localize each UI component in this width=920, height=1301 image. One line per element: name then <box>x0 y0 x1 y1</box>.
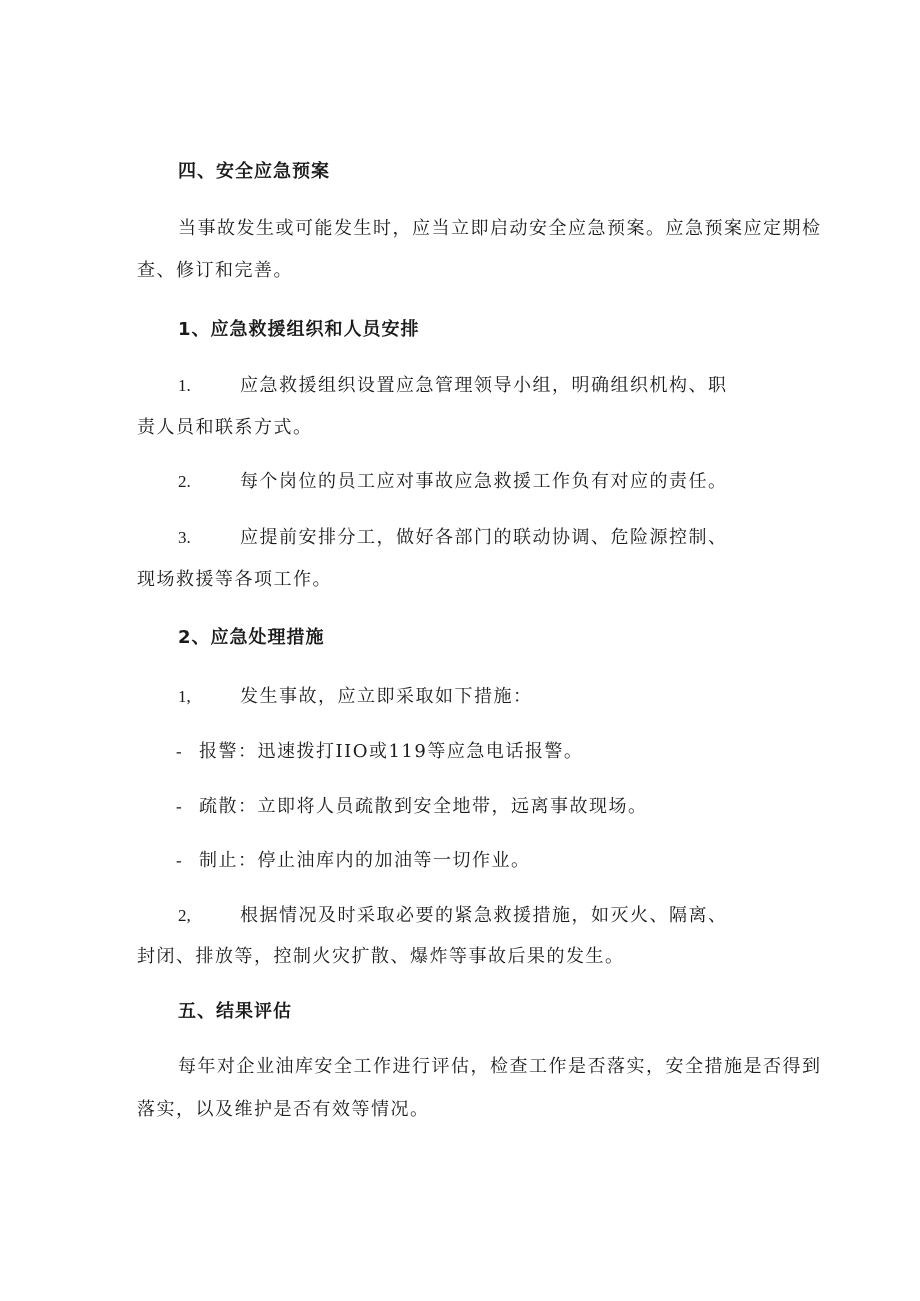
list-item-text-continued: 现场救援等各项工作。 <box>137 569 332 590</box>
list-item-text: 应提前安排分工，做好各部门的联动协调、危险源控制、 <box>240 527 728 548</box>
list-item-text: 应急救援组织设置应急管理领导小组，明确组织机构、职 <box>240 375 728 396</box>
list-item-number: 2, <box>178 906 191 925</box>
bullet-text: 制止：停止油库内的加油等一切作业。 <box>199 850 531 871</box>
list-item-text-continued: 责人员和联系方式。 <box>137 417 313 438</box>
section-4-heading: 四、安全应急预案 <box>178 161 330 182</box>
section-5-line-1: 每年对企业油库安全工作进行评估，检查工作是否落实，安全措施是否得到 <box>178 1056 822 1077</box>
bullet-dash: - <box>176 797 182 816</box>
list-item-text-continued: 封闭、排放等，控制火灾扩散、爆炸等事故后果的发生。 <box>137 946 625 967</box>
section-4-intro-line-1: 当事故发生或可能发生时，应当立即启动安全应急预案。应急预案应定期检 <box>178 218 822 239</box>
list-item-number: 1. <box>178 376 191 395</box>
section-5-heading: 五、结果评估 <box>178 1001 292 1022</box>
bullet-dash: - <box>176 742 182 761</box>
list-item-text: 根据情况及时采取必要的紧急救援措施，如灭火、隔离、 <box>240 905 728 926</box>
list-item-text: 发生事故，应立即采取如下措施： <box>240 686 533 707</box>
subsection-1-heading: 1、应急救援组织和人员安排 <box>178 319 420 340</box>
list-item-number: 1, <box>178 687 191 706</box>
bullet-text: 疏散：立即将人员疏散到安全地带，远离事故现场。 <box>199 796 648 817</box>
section-5-line-2: 落实，以及维护是否有效等情况。 <box>137 1099 430 1120</box>
subsection-2-heading: 2、应急处理措施 <box>178 627 325 648</box>
list-item-number: 2. <box>178 472 191 491</box>
section-4-intro-line-2: 查、修订和完善。 <box>137 260 293 281</box>
list-item-number: 3. <box>178 528 191 547</box>
list-item-text: 每个岗位的员工应对事故应急救援工作负有对应的责任。 <box>240 471 728 492</box>
bullet-text: 报警：迅速拨打IIO或119等应急电话报警。 <box>199 741 584 762</box>
bullet-dash: - <box>176 851 182 870</box>
